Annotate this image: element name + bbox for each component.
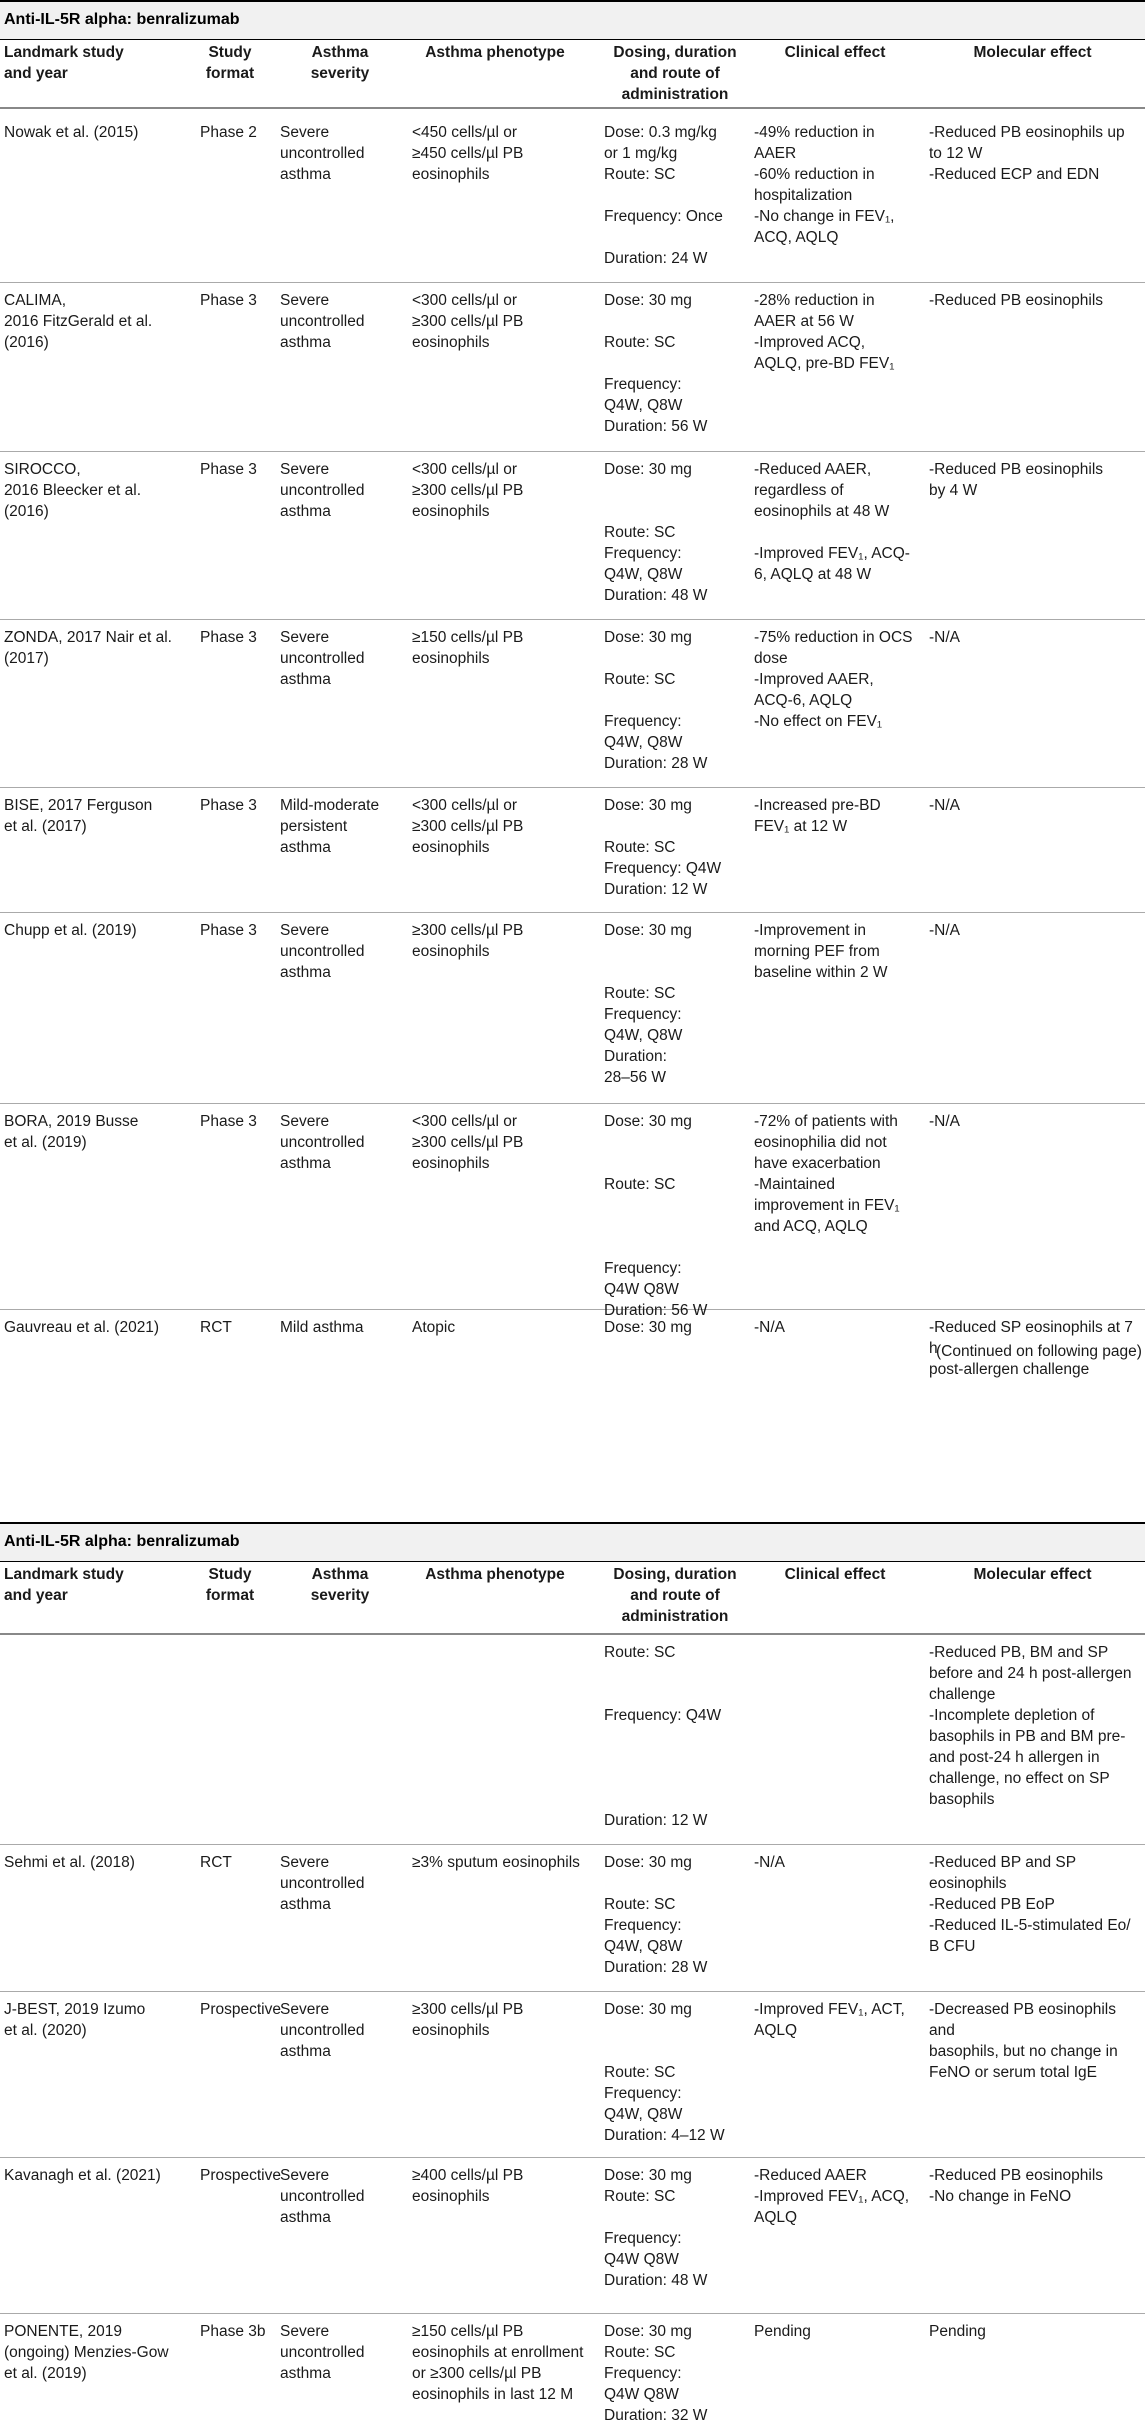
- cell-phenotype: <300 cells/µl or ≥300 cells/µl PB eosinophils: [412, 1113, 524, 1172]
- cell-phenotype: ≥3% sputum eosinophils: [412, 1854, 580, 1871]
- cell-dosing: Dose: 30 mg Route: SC Frequency: Q4W, Q8W Duration: 4–12 W: [604, 2001, 725, 2144]
- cell-study: ZONDA, 2017 Nair et al. (2017): [4, 629, 172, 667]
- cell-dosing: Dose: 30 mg Route: SC Frequency: Q4W Q8W Duration: 32 W: [604, 2323, 708, 2424]
- cell-clinical: -Improvement in morning PEF from baseline within 2 W: [754, 922, 888, 981]
- cell-study: SIROCCO, 2016 Bleecker et al. (2016): [4, 461, 142, 520]
- cell-dosing: Route: SC Frequency: Q4W Duration: 12 W: [604, 1644, 722, 1829]
- cell-molecular: -N/A: [929, 629, 960, 646]
- cell-format: Prospective: [200, 2167, 281, 2184]
- cell-format: Phase 3: [200, 461, 257, 478]
- cell-clinical: Pending: [754, 2323, 811, 2340]
- cell-phenotype: <300 cells/µl or ≥300 cells/µl PB eosinophils: [412, 797, 524, 856]
- header-molecular: Molecular effect: [973, 44, 1092, 61]
- cell-phenotype: Atopic: [412, 1319, 456, 1336]
- header-study: Landmark study and year: [4, 44, 124, 82]
- table-row: [0, 620, 1145, 788]
- cell-clinical: -Increased pre-BD FEV₁ at 12 W: [754, 797, 881, 835]
- cell-phenotype: ≥300 cells/µl PB eosinophils: [412, 922, 524, 960]
- table-row: [0, 1635, 1145, 1845]
- cell-dosing: Dose: 30 mg Route: SC Frequency: Q4W Q8W Duration: 48 W: [604, 2167, 708, 2289]
- cell-molecular: -Reduced PB eosinophils by 4 W: [929, 461, 1104, 499]
- cell-severity: Mild-moderate persistent asthma: [280, 797, 380, 856]
- cell-molecular: Pending: [929, 2323, 986, 2340]
- cell-clinical: -75% reduction in OCS dose -Improved AAER, ACQ-6, AQLQ -No effect on FEV₁: [754, 629, 913, 730]
- cell-severity: Severe uncontrolled asthma: [280, 461, 365, 520]
- cell-format: RCT: [200, 1319, 232, 1336]
- header-row: [0, 40, 1145, 109]
- header-clinical: Clinical effect: [784, 1566, 886, 1583]
- table-row: [0, 1104, 1145, 1319]
- cell-study: Gauvreau et al. (2021): [4, 1319, 160, 1336]
- cell-clinical: -N/A: [754, 1854, 785, 1871]
- header-dosing: Dosing, duration and route of administration: [613, 44, 737, 103]
- cell-format: Phase 3: [200, 1113, 257, 1130]
- header-study: Landmark study and year: [4, 1566, 124, 1604]
- cell-study: PONENTE, 2019 (ongoing) Menzies-Gow et al. (2019): [4, 2323, 169, 2382]
- cell-molecular: -N/A: [929, 922, 960, 939]
- cell-phenotype: ≥150 cells/µl PB eosinophils at enrollment or ≥300 cells/µl PB eosinophils in last 12 M: [412, 2323, 584, 2403]
- header-phenotype: Asthma phenotype: [425, 1566, 565, 1583]
- cell-dosing: Dose: 30 mg Route: SC Frequency: Q4W Q8W Duration: 56 W: [604, 1113, 708, 1319]
- cell-severity: Severe uncontrolled asthma: [280, 124, 365, 183]
- cell-study: Chupp et al. (2019): [4, 922, 137, 939]
- cell-phenotype: ≥400 cells/µl PB eosinophils: [412, 2167, 524, 2205]
- cell-severity: Severe uncontrolled asthma: [280, 629, 365, 688]
- cell-clinical: -N/A: [754, 1319, 785, 1336]
- table-row: [0, 788, 1145, 913]
- header-phenotype: Asthma phenotype: [425, 44, 565, 61]
- cell-dosing: Dose: 30 mg Route: SC Frequency: Q4W, Q8W Duration: 28 W: [604, 1854, 708, 1976]
- cell-dosing: Dose: 30 mg Route: SC Frequency: Q4W, Q8W Duration: 48 W: [604, 461, 708, 604]
- cell-dosing: Dose: 30 mg: [604, 1319, 692, 1336]
- cell-severity: Severe uncontrolled asthma: [280, 2001, 365, 2060]
- cell-severity: Severe uncontrolled asthma: [280, 292, 365, 351]
- header-severity: Asthma severity: [310, 1566, 370, 1604]
- cell-severity: Severe uncontrolled asthma: [280, 1113, 365, 1172]
- cell-dosing: Dose: 30 mg Route: SC Frequency: Q4W, Q8W Duration: 28–56 W: [604, 922, 692, 1086]
- cell-format: RCT: [200, 1854, 232, 1871]
- table-row: [0, 2314, 1145, 2422]
- cell-clinical: -72% of patients with eosinophilia did not have exacerbation -Maintained improvement in FEV₁ and ACQ, AQLQ: [754, 1113, 900, 1235]
- cell-study: Kavanagh et al. (2021): [4, 2167, 161, 2184]
- cell-phenotype: <450 cells/µl or ≥450 cells/µl PB eosinophils: [412, 124, 524, 183]
- cell-molecular: -Decreased PB eosinophils and basophils, but no change in FeNO or serum total IgE: [929, 2001, 1118, 2081]
- table-row: [0, 283, 1145, 452]
- table-part-2: [0, 1522, 1145, 2422]
- table-title: Anti-IL-5R alpha: benralizumab: [0, 0, 1145, 40]
- cell-molecular: -Reduced SP eosinophils at 7 h post-allergen challenge: [929, 1319, 1133, 1378]
- table-row: [0, 452, 1145, 620]
- cell-molecular: -Reduced PB eosinophils: [929, 292, 1104, 309]
- cell-molecular: -N/A: [929, 1113, 960, 1130]
- table-row: [0, 1992, 1145, 2158]
- header-clinical: Clinical effect: [784, 44, 886, 61]
- cell-molecular: -Reduced BP and SP eosinophils -Reduced PB EoP -Reduced IL-5-stimulated Eo/ B CFU: [929, 1854, 1131, 1955]
- cell-phenotype: <300 cells/µl or ≥300 cells/µl PB eosinophils: [412, 292, 524, 351]
- cell-phenotype: ≥300 cells/µl PB eosinophils: [412, 2001, 524, 2039]
- cell-study: BORA, 2019 Busse et al. (2019): [4, 1113, 139, 1151]
- table-row: [0, 109, 1145, 283]
- cell-format: Prospective: [200, 2001, 281, 2018]
- cell-severity: Mild asthma: [280, 1319, 364, 1336]
- cell-study: BISE, 2017 Ferguson et al. (2017): [4, 797, 153, 835]
- cell-format: Phase 3: [200, 629, 257, 646]
- cell-format: Phase 3b: [200, 2323, 266, 2340]
- header-row: [0, 1562, 1145, 1635]
- table-row: [0, 1845, 1145, 1992]
- cell-dosing: Dose: 30 mg Route: SC Frequency: Q4W Duration: 12 W: [604, 797, 722, 898]
- cell-phenotype: ≥150 cells/µl PB eosinophils: [412, 629, 524, 667]
- cell-format: Phase 3: [200, 797, 257, 814]
- cell-study: Sehmi et al. (2018): [4, 1854, 135, 1871]
- cell-format: Phase 3: [200, 922, 257, 939]
- cell-molecular: -Reduced PB, BM and SP before and 24 h post-allergen challenge -Incomplete depletion of basophils in PB and BM pre- and post-24 h allergen in challenge, no effect on SP basophils: [929, 1644, 1132, 1808]
- cell-clinical: -Reduced AAER -Improved FEV₁, ACQ, AQLQ: [754, 2167, 910, 2226]
- header-molecular: Molecular effect: [973, 1566, 1092, 1583]
- cell-severity: Severe uncontrolled asthma: [280, 2323, 365, 2382]
- cell-study: J-BEST, 2019 Izumo et al. (2020): [4, 2001, 146, 2039]
- header-dosing: Dosing, duration and route of administration: [613, 1566, 737, 1625]
- continued-note: (Continued on following page): [936, 1343, 1142, 1360]
- table-title: Anti-IL-5R alpha: benralizumab: [0, 1522, 1145, 1562]
- cell-study: Nowak et al. (2015): [4, 124, 139, 141]
- cell-severity: Severe uncontrolled asthma: [280, 1854, 365, 1913]
- cell-clinical: -28% reduction in AAER at 56 W -Improved ACQ, AQLQ, pre-BD FEV₁: [754, 292, 895, 372]
- header-format: Study format: [205, 44, 255, 82]
- cell-format: Phase 2: [200, 124, 257, 141]
- cell-clinical: -49% reduction in AAER -60% reduction in hospitalization -No change in FEV₁, ACQ, AQLQ: [754, 124, 895, 246]
- cell-molecular: -Reduced PB eosinophils -No change in FeNO: [929, 2167, 1104, 2205]
- cell-molecular: -Reduced PB eosinophils up to 12 W -Reduced ECP and EDN: [929, 124, 1125, 183]
- header-format: Study format: [205, 1566, 255, 1604]
- cell-severity: Severe uncontrolled asthma: [280, 2167, 365, 2226]
- cell-severity: Severe uncontrolled asthma: [280, 922, 365, 981]
- cell-molecular: -N/A: [929, 797, 960, 814]
- cell-clinical: -Improved FEV₁, ACT, AQLQ: [754, 2001, 905, 2039]
- cell-clinical: -Reduced AAER, regardless of eosinophils at 48 W -Improved FEV₁, ACQ- 6, AQLQ at 48 W: [754, 461, 910, 583]
- cell-phenotype: <300 cells/µl or ≥300 cells/µl PB eosinophils: [412, 461, 524, 520]
- header-severity: Asthma severity: [310, 44, 370, 82]
- table-row: [0, 2158, 1145, 2314]
- cell-study: CALIMA, 2016 FitzGerald et al. (2016): [4, 292, 153, 351]
- cell-dosing: Dose: 30 mg Route: SC Frequency: Q4W, Q8W Duration: 56 W: [604, 292, 708, 435]
- cell-format: Phase 3: [200, 292, 257, 309]
- cell-dosing: Dose: 30 mg Route: SC Frequency: Q4W, Q8W Duration: 28 W: [604, 629, 708, 772]
- cell-dosing: Dose: 0.3 mg/kg or 1 mg/kg Route: SC Frequency: Once Duration: 24 W: [604, 124, 723, 267]
- table-row: [0, 913, 1145, 1104]
